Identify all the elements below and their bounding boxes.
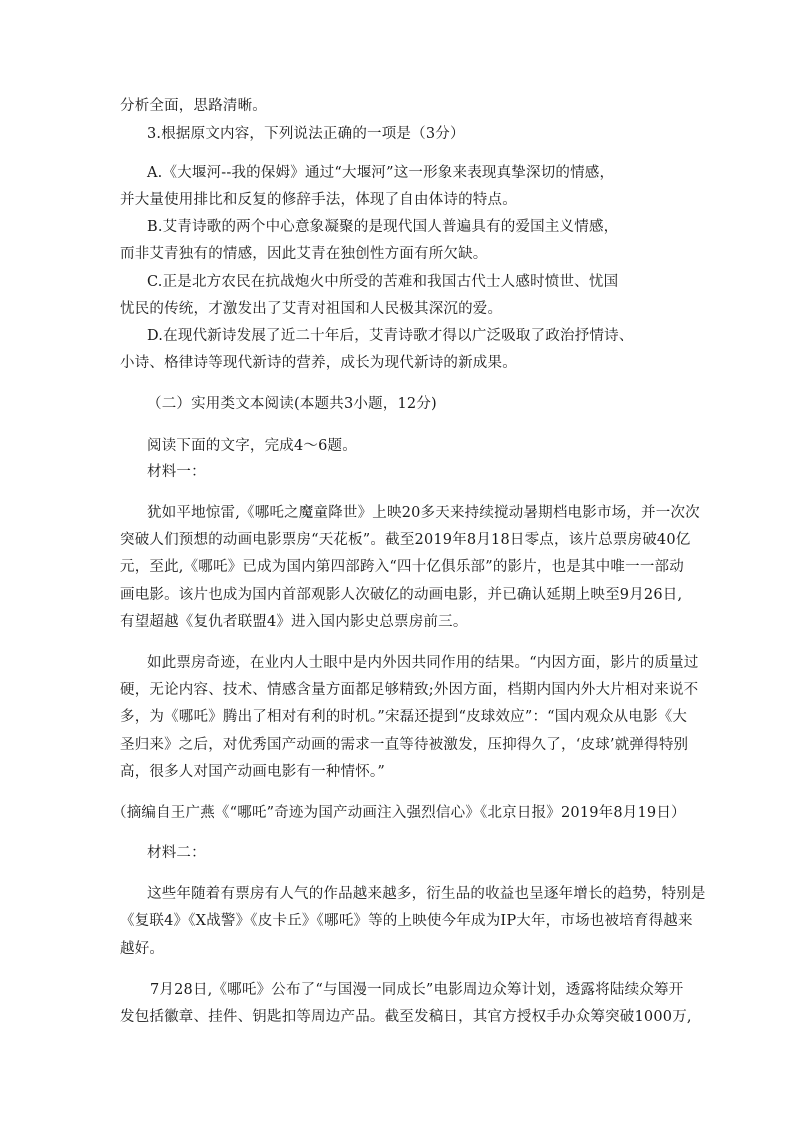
source-citation: （摘编自王广燕《“哪吒”奇迹为国产动画注入强烈信心》《北京日报》2019年8月19日） (112, 805, 686, 821)
option-c-cont: 忧民的传统，才激发出了艾青对祖国和人民极其深沉的爱。 (120, 301, 503, 317)
option-d: D.在现代新诗发展了近二十年后，艾青诗歌才得以广泛吸取了政治抒情诗、 (147, 328, 634, 344)
option-b: B.艾青诗歌的两个中心意象凝聚的是现代国人普遍具有的爱国主义情感， (147, 219, 619, 235)
text-line: 分析全面，思路清晰。 (120, 98, 267, 114)
paragraph-line: 7月28日,《哪吒》公布了“与国漫一同成长”电影周边众筹计划，透露将陆续众筹开 (150, 982, 684, 998)
paragraph-line: 越好。 (120, 941, 165, 957)
paragraph-line: 突破人们预想的动画电影票房“天花板”。截至2019年8月18日零点，该片总票房破40亿 (120, 532, 691, 548)
section-heading: （二）实用类文本阅读(本题共3小题，12分) (147, 396, 437, 412)
option-b-cont: 而非艾青独有的情感，因此艾青在独创性方面有所欠缺。 (120, 246, 488, 262)
option-c: C.正是北方农民在抗战炮火中所受的苦难和我国古代士人感时愤世、忧国 (147, 274, 619, 290)
question-3-stem: 3.根据原文内容，下列说法正确的一项是（3分） (147, 126, 465, 142)
reading-instruction: 阅读下面的文字，完成4～6题。 (147, 438, 357, 454)
paragraph-line: 发包括徽章、挂件、钥匙扣等周边产品。截至发稿日，其官方授权手办众筹突破1000万, (120, 1009, 692, 1025)
paragraph-line: 元，至此,《哪吒》已成为国内第四部跨入“四十亿俱乐部”的影片，也是其中唯一一部动 (120, 559, 684, 575)
paragraph-line: 《复联4》《X战警》《皮卡丘》《哪吒》等的上映使今年成为IP大年，市场也被培育得越来 (120, 913, 693, 929)
material-2-label: 材料二： (147, 845, 206, 861)
option-a-cont: 并大量使用排比和反复的修辞手法，体现了自由体诗的特点。 (120, 192, 517, 208)
paragraph-line: 犹如平地惊雷,《哪吒之魔童降世》上映20多天来持续搅动暑期档电影市场，并一次次 (147, 505, 700, 521)
paragraph-line: 画电影。该片也成为国内首部观影人次破亿的动画电影，并已确认延期上映至9月26日, (120, 587, 683, 603)
paragraph-line: 硬，无论内容、技术、情感含量方面都足够精致;外因方面，档期内国内外大片相对来说不 (120, 682, 699, 698)
option-a: A.《大堰河--我的保姆》通过“大堰河”这一形象来表现真挚深切的情感， (147, 165, 615, 181)
paragraph-line: 多，为《哪吒》腾出了相对有利的时机。”宋磊还提到“皮球效应”：“国内观众从电影《大 (120, 709, 688, 725)
paragraph-line: 这些年随着有票房有人气的作品越来越多，衍生品的收益也呈逐年增长的趋势，特别是 (147, 886, 706, 902)
paragraph-line: 有望超越《复仇者联盟4》进入国内影史总票房前三。 (120, 614, 468, 630)
paragraph-line: 圣归来》之后，对优秀国产动画的需求一直等待被激发，压抑得久了，‘皮球’就弹得特别 (120, 737, 689, 753)
option-d-cont: 小诗、格律诗等现代新诗的营养，成长为现代新诗的新成果。 (120, 355, 517, 371)
paragraph-line: 高，很多人对国产动画电影有一种情怀。” (120, 764, 385, 780)
paragraph-line: 如此票房奇迹，在业内人士眼中是内外因共同作用的结果。“内因方面，影片的质量过 (147, 655, 699, 671)
material-1-label: 材料一： (147, 464, 206, 480)
